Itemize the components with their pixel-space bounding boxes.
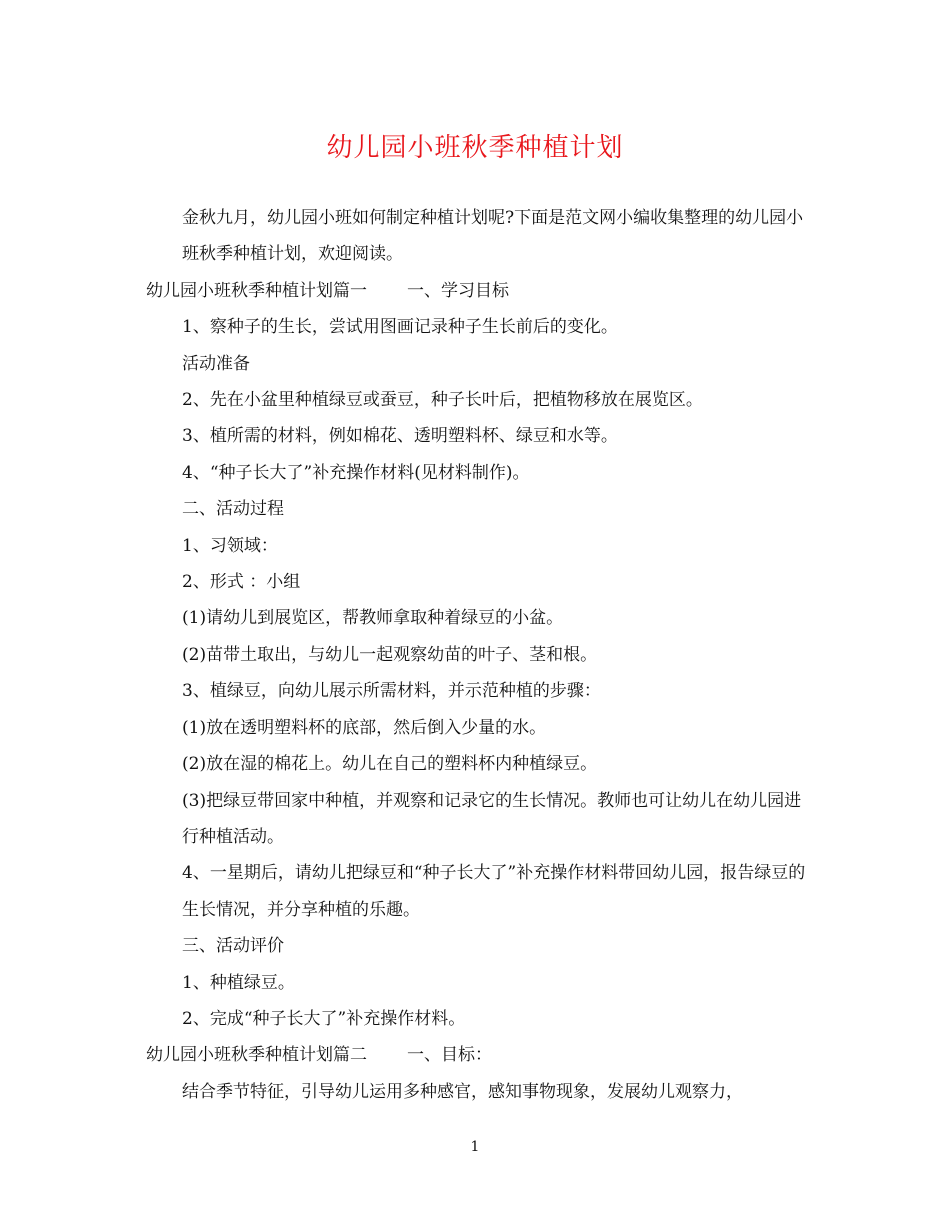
paragraph-item: 1、习领域： — [182, 535, 278, 556]
paragraph-item: (2)苗带土取出，与幼儿一起观察幼苗的叶子、茎和根。 — [182, 644, 598, 665]
paragraph-item: 1、察种子的生长，尝试用图画记录种子生长前后的变化。 — [182, 317, 618, 338]
intro-paragraph: 金秋九月，幼儿园小班如何制定种植计划呢?下面是范文网小编收集整理的幼儿园小班秋季种植计划，欢迎阅读。 — [182, 208, 804, 265]
paragraph-item: (3)把绿豆带回家中种植，并观察和记录它的生长情况。教师也可让幼儿在幼儿园进行种植活动。 — [182, 790, 802, 847]
paragraph-item: 4、一星期后，请幼儿把绿豆和“种子长大了”补充操作材料带回幼儿园，报告绿豆的生长情况，并分享种植的乐趣。 — [182, 863, 806, 920]
section-two-heading: 幼儿园小班秋季种植计划篇二 — [146, 1045, 367, 1066]
paragraph-item: 活动准备 — [182, 353, 250, 374]
paragraph-item: 1、种植绿豆。 — [182, 972, 295, 993]
page-number: 1 — [470, 1139, 480, 1155]
paragraph-item: 结合季节特征，引导幼儿运用多种感官，感知事物现象，发展幼儿观察力， — [182, 1081, 743, 1102]
paragraph-item: 2、形式 ：小组 — [182, 572, 301, 593]
section-one-heading-line — [146, 273, 810, 309]
paragraph-item: (1)请幼儿到展览区，帮教师拿取种着绿豆的小盆。 — [182, 608, 564, 629]
section-one-subheading: 一、学习目标 — [407, 280, 509, 301]
section-two-heading-line — [146, 1037, 810, 1073]
section-two-subheading: 一、目标： — [407, 1045, 492, 1066]
document-body — [146, 200, 810, 1110]
paragraph-item: 3、植所需的材料，例如棉花、透明塑料杯、绿豆和水等。 — [182, 426, 618, 447]
paragraph-item: 2、完成“种子长大了”补充操作材料。 — [182, 1008, 466, 1029]
paragraph-item: (1)放在透明塑料杯的底部，然后倒入少量的水。 — [182, 717, 547, 738]
document-title: 幼儿园小班秋季种植计划 — [326, 133, 624, 163]
paragraph-item: 3、植绿豆，向幼儿展示所需材料，并示范种植的步骤： — [182, 681, 601, 702]
paragraph-item: (2)放在湿的棉花上。幼儿在自己的塑料杯内种植绿豆。 — [182, 754, 598, 775]
section-one-heading: 幼儿园小班秋季种植计划篇一 — [146, 280, 367, 301]
paragraph-item: 2、先在小盆里种植绿豆或蚕豆，种子长叶后，把植物移放在展览区。 — [182, 390, 703, 411]
paragraph-item: 二、活动过程 — [182, 499, 284, 520]
paragraph-item: 4、“种子长大了”补充操作材料(见材料制作)。 — [182, 462, 530, 483]
paragraph-item: 三、活动评价 — [182, 936, 284, 957]
